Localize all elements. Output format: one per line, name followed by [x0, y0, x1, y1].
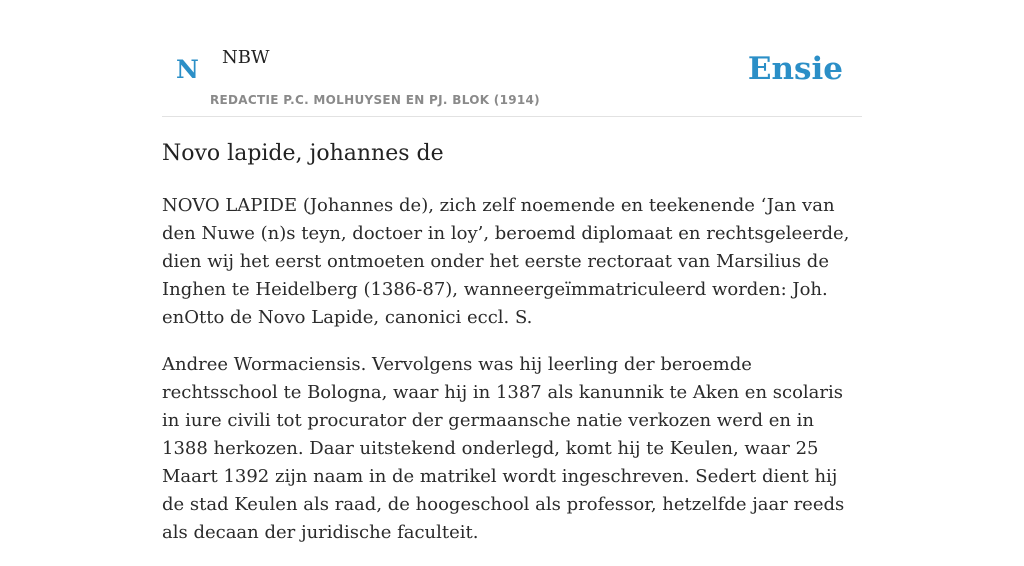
source-subtitle: REDACTIE P.C. MOLHUYSEN EN PJ. BLOK (1914)	[210, 93, 540, 107]
article-paragraph: NOVO LAPIDE (Johannes de), zich zelf noemende en teekenende ‘Jan van den Nuwe (n)s teyn, doctoer in loy’, beroemd diplomaat en rechtsgeleerde, dien wij het eerst ontmoeten onder het eerste rectoraat van Marsilius de Inghen te Heidelberg (1386-87), wanneergeïmmatriculeerd worden: Joh. enOtto de Novo Lapide, canonici eccl. S.	[162, 195, 850, 328]
header	[162, 0, 862, 117]
article-body	[162, 192, 862, 566]
article-paragraph: Andree Wormaciensis. Vervolgens was hij leerling der beroemde rechtsschool te Bologna, waar hij in 1387 als kanunnik te Aken en scolaris in iure civili tot procurator der germaansche natie verkozen werd en in 1388 herkozen. Daar uitstekend onderlegd, komt hij te Keulen, waar 25 Maart 1392 zijn naam in de matrikel wordt ingeschreven. Sedert dient hij de stad Keulen als raad, de hoogeschool als professor, hetzelfde jaar reeds als decaan der juridische faculteit.	[162, 354, 845, 543]
article-title: Novo lapide, johannes de	[162, 141, 444, 166]
source-name[interactable]: NBW	[222, 47, 270, 68]
source-logo[interactable]: N	[176, 55, 199, 84]
brand-logo[interactable]: Ensie	[747, 51, 843, 87]
